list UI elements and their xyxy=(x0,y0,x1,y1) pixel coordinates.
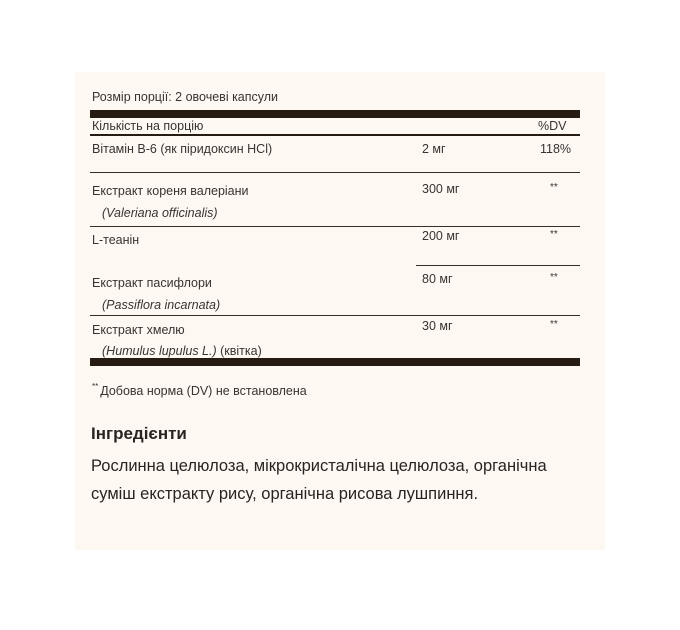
header-divider xyxy=(90,134,580,136)
nutrient-amount: 2 мг xyxy=(422,142,446,156)
footnote-mark: ** xyxy=(92,382,99,391)
dv-footnote xyxy=(92,384,307,398)
nutrient-dv: ** xyxy=(550,319,558,330)
nutrient-part-note: (квітка) xyxy=(216,344,262,358)
serving-size: Розмір порції: 2 овочеві капсули xyxy=(92,90,279,104)
table-header xyxy=(90,119,580,135)
bottom-thick-divider xyxy=(90,358,580,366)
row-divider xyxy=(416,265,580,266)
amount-per-serving-label: Кількість на порцію xyxy=(92,119,204,133)
nutrient-latin-name-text: (Humulus lupulus L.) xyxy=(102,344,217,358)
nutrient-dv: ** xyxy=(550,182,558,193)
row-divider xyxy=(90,315,580,316)
nutrient-name: L-теанін xyxy=(92,233,140,247)
ingredients-heading: Інгредієнти xyxy=(91,424,187,443)
nutrient-latin-name: (Valeriana officinalis) xyxy=(102,206,218,220)
row-divider xyxy=(90,226,580,227)
top-thick-divider xyxy=(90,110,580,118)
nutrient-amount: 80 мг xyxy=(422,272,453,286)
dv-label: %DV xyxy=(538,119,567,133)
nutrient-amount: 30 мг xyxy=(422,319,453,333)
ingredients-text: Рослинна целюлоза, мікрокристалічна целюлоза, органічна суміш екстракту рису, органічна рисова лушпиння. xyxy=(91,457,547,503)
footnote-text: Добова норма (DV) не встановлена xyxy=(100,384,307,398)
row-divider xyxy=(90,172,580,173)
nutrient-latin-name xyxy=(102,344,262,358)
nutrient-dv: ** xyxy=(550,229,558,240)
nutrient-name: Екстракт пасифлори xyxy=(92,276,212,290)
supplement-facts-panel xyxy=(75,72,605,550)
nutrient-name: Вітамін В-6 (як піридоксин HCl) xyxy=(92,142,273,156)
nutrient-amount: 200 мг xyxy=(422,229,460,243)
nutrient-dv: ** xyxy=(550,272,558,283)
nutrient-amount: 300 мг xyxy=(422,182,460,196)
nutrient-name: Екстракт хмелю xyxy=(92,323,185,337)
nutrient-latin-name: (Passiflora incarnata) xyxy=(102,298,221,312)
nutrient-dv: 118% xyxy=(540,142,572,156)
nutrient-name: Екстракт кореня валеріани xyxy=(92,184,249,198)
